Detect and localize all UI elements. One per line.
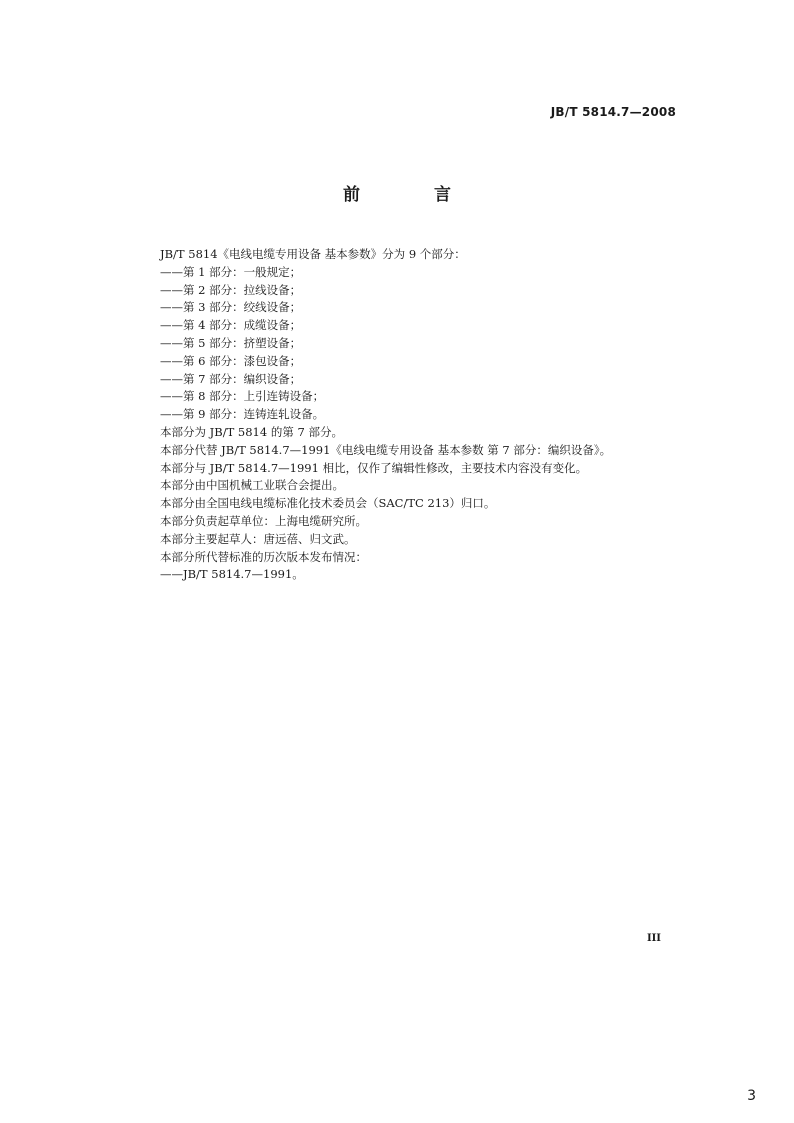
roman-page-number: III <box>646 933 661 944</box>
body-line: 本部分为 JB/T 5814 的第 7 部分。 <box>160 424 343 439</box>
body-line: ——第 9 部分：连铸连轧设备。 <box>160 407 325 422</box>
body-line: ——第 4 部分：成缆设备； <box>160 318 302 333</box>
body-line: ——第 1 部分：一般规定； <box>160 264 302 279</box>
body-line: 本部分由全国电线电缆标准化技术委员会（SAC/TC 213）归口。 <box>160 496 496 511</box>
body-line: ——第 8 部分：上引连铸设备； <box>160 389 325 404</box>
body-line: ——第 3 部分：绞线设备； <box>160 300 302 315</box>
body-line: 本部分代替 JB/T 5814.7—1991《电线电缆专用设备 基本参数 第 7 部分：编织设备》。 <box>160 442 612 457</box>
body-line: ——第 2 部分：拉线设备； <box>160 282 302 297</box>
body-line: 本部分负责起草单位：上海电缆研究所。 <box>160 513 367 528</box>
foreword-body <box>160 246 680 584</box>
body-line: JB/T 5814《电线电缆专用设备 基本参数》分为 9 个部分： <box>160 247 466 261</box>
page-number: 3 <box>747 1088 756 1104</box>
standard-code: JB/T 5814.7—2008 <box>550 105 676 119</box>
body-line: 本部分由中国机械工业联合会提出。 <box>160 478 344 493</box>
body-line: 本部分所代替标准的历次版本发布情况： <box>160 549 367 564</box>
body-line: ——第 5 部分：挤塑设备； <box>160 335 302 350</box>
body-line: 本部分与 JB/T 5814.7—1991 相比，仅作了编辑性修改，主要技术内容没有变化。 <box>160 460 588 475</box>
body-line: 本部分主要起草人：唐远蓓、归文武。 <box>160 531 356 546</box>
body-line: ——第 7 部分：编织设备； <box>160 371 302 386</box>
body-line: ——JB/T 5814.7—1991。 <box>160 567 304 582</box>
body-line: ——第 6 部分：漆包设备； <box>160 353 302 368</box>
page-title: 前 言 <box>343 185 485 205</box>
